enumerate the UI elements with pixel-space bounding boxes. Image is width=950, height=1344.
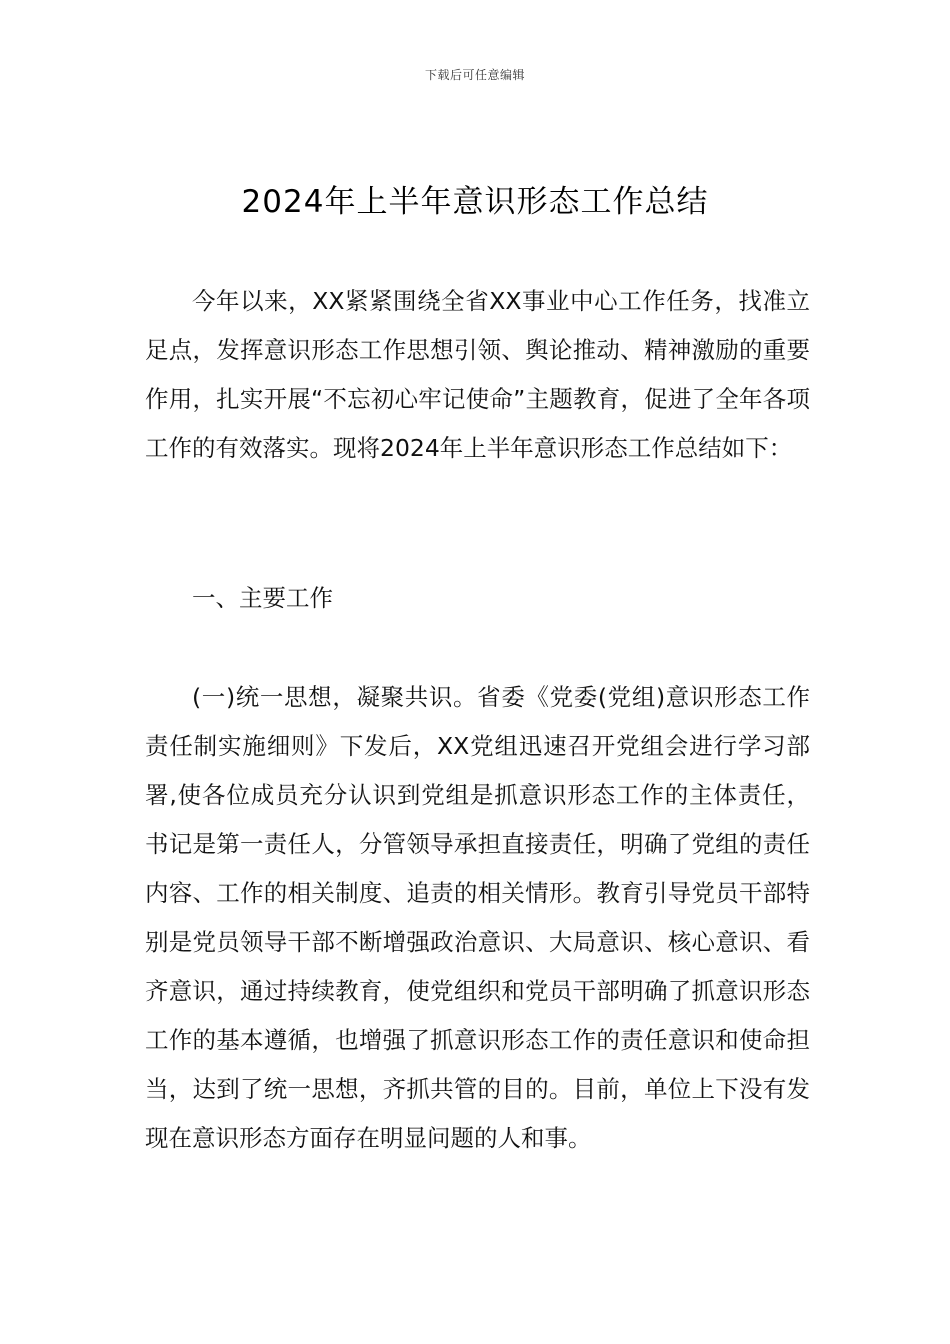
intro-paragraph: 今年以来，XX紧紧围绕全省XX事业中心工作任务，找准立足点，发挥意识形态工作思想引领、舆论推动、精神激励的重要作用，扎实开展“不忘初心牢记使命”主题教育，促进了全年各项工作的有效落实。现将2024年上半年意识形态工作总结如下：	[145, 287, 810, 462]
header-note: 下载后可任意编辑	[424, 68, 525, 82]
section-paragraph-unify-thought: (一)统一思想，凝聚共识。省委《党委(党组)意识形态工作责任制实施细则》下发后，XX党组迅速召开党组会进行学习部署,使各位成员充分认识到党组是抓意识形态工作的主体责任，书记是第一责任人，分管领导承担直接责任，明确了党组的责任内容、工作的相关制度、追责的相关情形。教育引导党员干部特别是党员领导干部不断增强政治意识、大局意识、核心意识、看齐意识，通过持续教育，使党组织和党员干部明确了抓意识形态工作的基本遵循，也增强了抓意识形态工作的责任意识和使命担当，达到了统一思想，齐抓共管的目的。目前，单位上下没有发现在意识形态方面存在明显问题的人和事。	[145, 683, 810, 1152]
document-title: 2024年上半年意识形态工作总结	[241, 184, 709, 220]
section-heading-main-work: 一、主要工作	[192, 584, 333, 612]
